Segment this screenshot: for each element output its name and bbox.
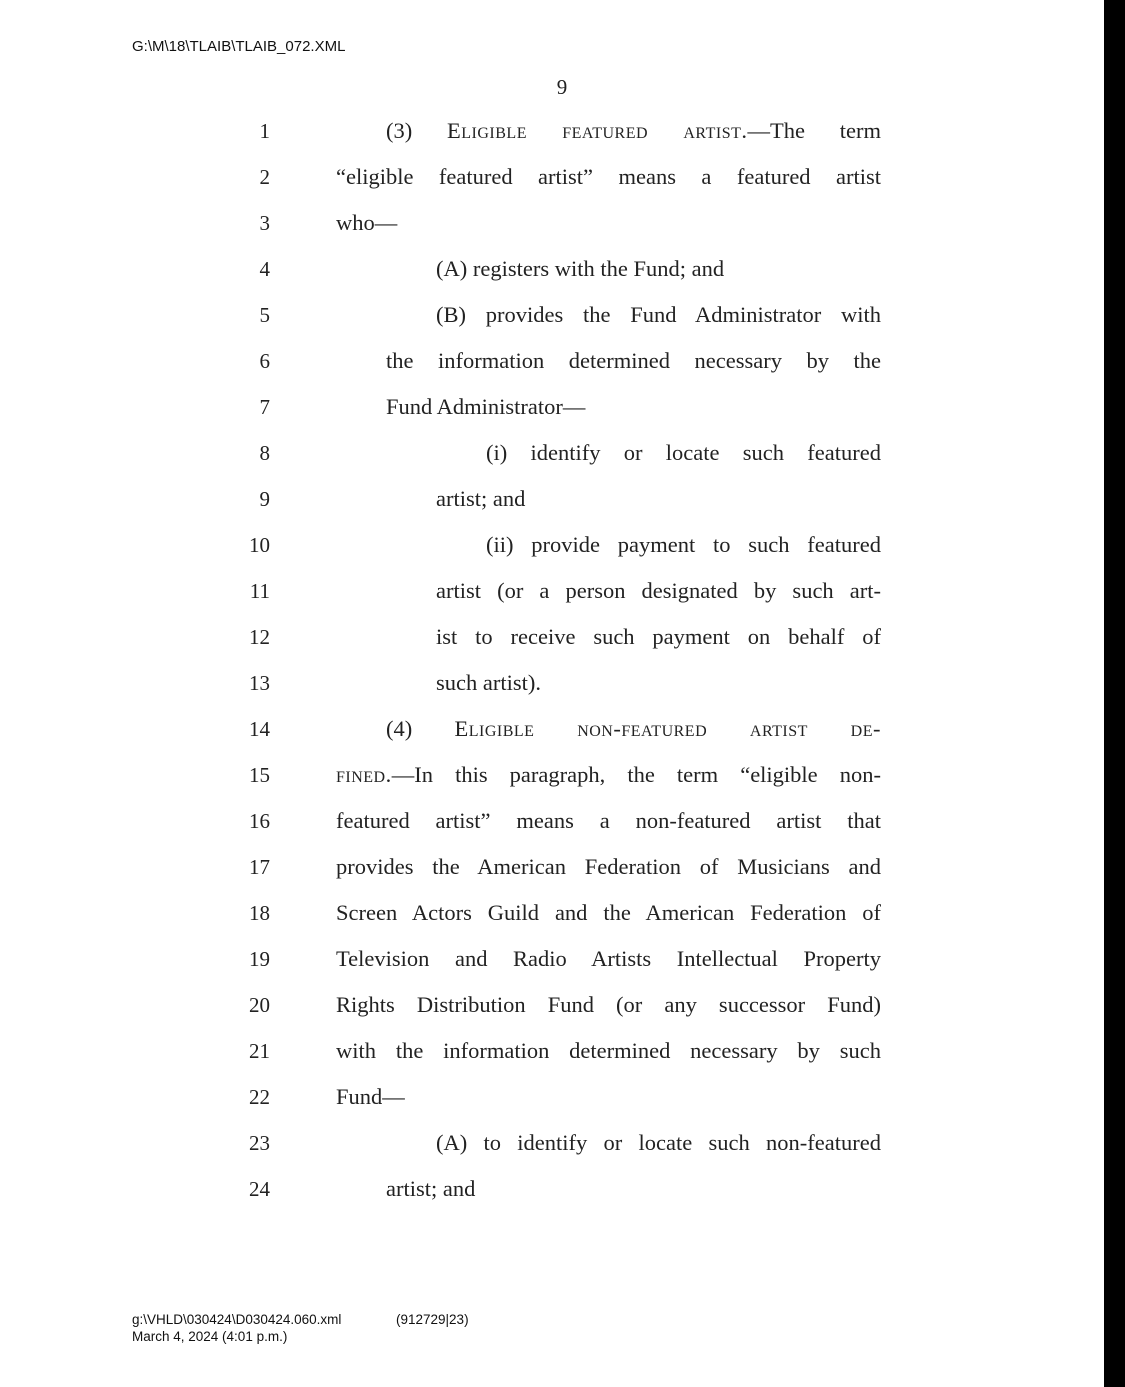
line-text: Fund Administrator— [386, 394, 586, 419]
line-number: 19 [249, 947, 270, 971]
text-line [336, 808, 881, 834]
text-line [436, 1130, 881, 1156]
line-text: Fund— [336, 1084, 405, 1109]
line-number: 13 [249, 671, 270, 695]
text-line [386, 1176, 881, 1202]
line-text: (A) registers with the Fund; and [436, 256, 725, 281]
line-text: (i) identify or locate such featured [486, 440, 881, 465]
line-number: 18 [249, 901, 270, 925]
heading-small-caps: fined. [336, 762, 392, 787]
line-number: 10 [249, 533, 270, 557]
line-number: 15 [249, 763, 270, 787]
line-number: 3 [259, 211, 270, 235]
line-text: provides the American Federation of Musicians and [336, 854, 881, 879]
text-line [386, 394, 881, 420]
text-line [436, 486, 881, 512]
line-number: 24 [249, 1177, 270, 1201]
line-number: 7 [259, 395, 270, 419]
line-number: 14 [249, 717, 270, 741]
line-text: featured artist” means a non-featured artist that [336, 808, 881, 833]
line-text: Rights Distribution Fund (or any successor Fund) [336, 992, 881, 1017]
text-line [336, 164, 881, 190]
text-line [436, 302, 881, 328]
text-line [336, 900, 881, 926]
text-line [386, 118, 881, 144]
line-number: 12 [249, 625, 270, 649]
heading-small-caps: Eligible featured artist. [447, 118, 748, 143]
line-text: (A) to identify or locate such non-featured [436, 1130, 881, 1155]
line-text: artist; and [386, 1176, 476, 1201]
line-number: 9 [259, 487, 270, 511]
text-line [336, 1038, 881, 1064]
header-file-path: G:\M\18\TLAIB\TLAIB_072.XML [132, 38, 346, 55]
line-number: 6 [259, 349, 270, 373]
text-line [336, 854, 881, 880]
line-text: (ii) provide payment to such featured [486, 532, 881, 557]
line-number: 4 [259, 257, 270, 281]
paragraph-designator: (4) [386, 716, 455, 741]
line-number: 21 [249, 1039, 270, 1063]
text-line [436, 624, 881, 650]
text-line [486, 440, 881, 466]
line-text: with the information determined necessary by such [336, 1038, 881, 1063]
text-line [386, 716, 881, 742]
line-text: Screen Actors Guild and the American Federation of [336, 900, 881, 925]
text-line [336, 1084, 881, 1110]
line-number: 20 [249, 993, 270, 1017]
line-text: Television and Radio Artists Intellectual Property [336, 946, 881, 971]
line-number: 23 [249, 1131, 270, 1155]
text-line [336, 762, 881, 788]
heading-small-caps: Eligible non-featured artist de- [454, 716, 881, 741]
line-text: artist; and [436, 486, 526, 511]
line-number: 2 [259, 165, 270, 189]
page-number: 9 [556, 75, 568, 99]
line-number: 16 [249, 809, 270, 833]
line-text: —In this paragraph, the term “eligible non- [391, 762, 881, 787]
footer-date: March 4, 2024 (4:01 p.m.) [132, 1329, 288, 1344]
line-number: 17 [249, 855, 270, 879]
line-number: 1 [259, 119, 270, 143]
line-text: who— [336, 210, 398, 235]
text-line [436, 256, 881, 282]
line-text: such artist). [436, 670, 541, 695]
text-line [336, 210, 881, 236]
text-line [336, 946, 881, 972]
line-number: 5 [259, 303, 270, 327]
footer-path: g:\VHLD\030424\D030424.060.xml [132, 1312, 342, 1327]
line-number: 8 [259, 441, 270, 465]
text-line [386, 348, 881, 374]
line-text: (B) provides the Fund Administrator with [436, 302, 881, 327]
line-text: artist (or a person designated by such art- [436, 578, 881, 603]
line-text: the information determined necessary by the [386, 348, 881, 373]
line-text: ist to receive such payment on behalf of [436, 624, 881, 649]
text-line [336, 992, 881, 1018]
line-text: “eligible featured artist” means a featured artist [336, 164, 881, 189]
line-text: —The term [747, 118, 881, 143]
text-line [436, 670, 881, 696]
text-line [436, 578, 881, 604]
line-number: 22 [249, 1085, 270, 1109]
footer-document-id: (912729|23) [396, 1312, 469, 1327]
line-number: 11 [249, 579, 270, 603]
text-line [486, 532, 881, 558]
paragraph-designator: (3) [386, 118, 448, 143]
footer-info [132, 1311, 341, 1345]
